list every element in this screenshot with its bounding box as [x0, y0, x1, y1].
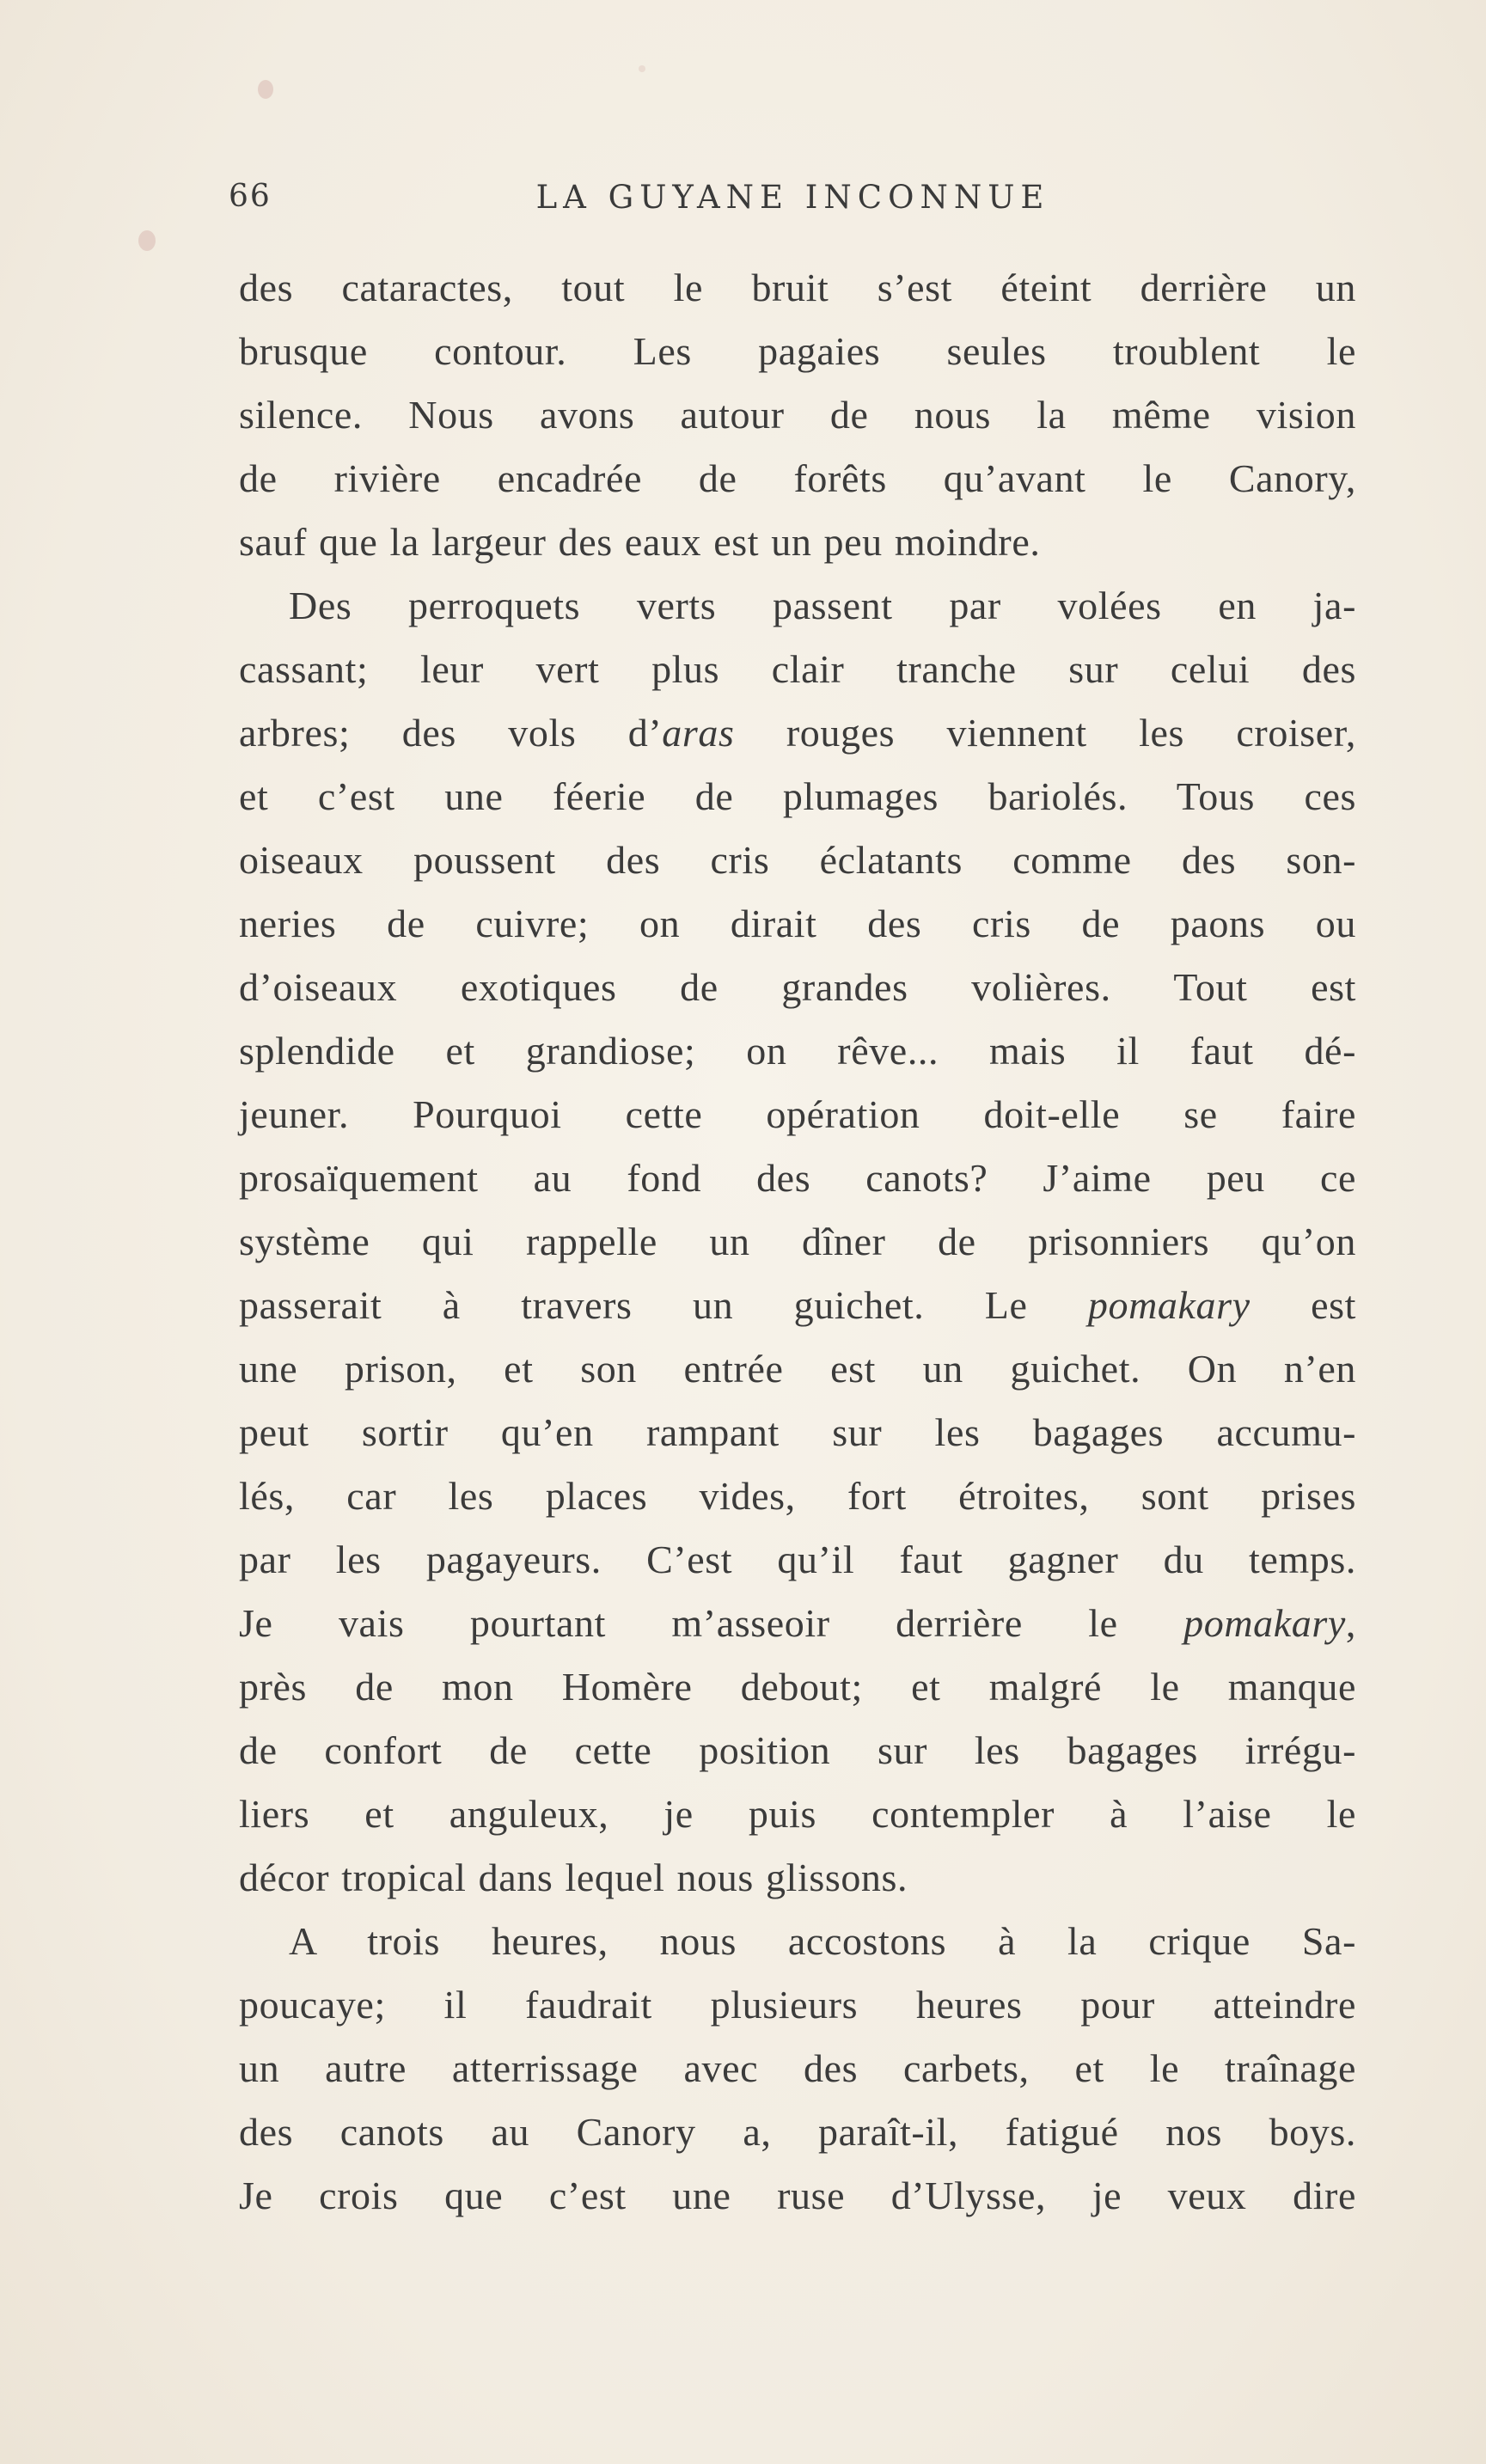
text-line: prosaïquement au fond des canots? J’aime peu ce: [239, 1156, 1356, 1200]
text-line: lés, car les places vides, fort étroites, sont prises: [239, 1474, 1356, 1518]
text-line: Je vais pourtant m’asseoir derrière le pomakary,: [239, 1601, 1356, 1645]
text-line: près de mon Homère debout; et malgré le manque: [239, 1665, 1356, 1709]
text-line: liers et anguleux, je puis contempler à l’aise le: [239, 1792, 1356, 1836]
text-line: par les pagayeurs. C’est qu’il faut gagner du temps.: [239, 1538, 1356, 1581]
text-line: système qui rappelle un dîner de prisonniers qu’on: [239, 1220, 1356, 1263]
body-text: [239, 256, 1356, 2228]
text-line: cassant; leur vert plus clair tranche sur celui des: [239, 647, 1356, 691]
text-line: splendide et grandiose; on rêve... mais il faut dé-: [239, 1029, 1356, 1073]
text-line: des cataractes, tout le bruit s’est éteint derrière un: [239, 266, 1356, 309]
italic-word: aras: [662, 711, 735, 755]
text-line: poucaye; il faudrait plusieurs heures pour atteindre: [239, 1983, 1356, 2027]
foxing-spot: [258, 80, 273, 99]
text-line: peut sortir qu’en rampant sur les bagages accumu-: [239, 1410, 1356, 1454]
text-line: de confort de cette position sur les bagages irrégu-: [239, 1728, 1356, 1772]
running-title: LA GUYANE INCONNUE: [535, 179, 1050, 216]
text-line: sauf que la largeur des eaux est un peu moindre.: [239, 520, 1041, 564]
text-line: décor tropical dans lequel nous glissons.: [239, 1856, 908, 1899]
foxing-spot: [138, 230, 156, 251]
text-line: A trois heures, nous accostons à la crique Sa-: [289, 1919, 1356, 1963]
text-line: arbres; des vols d’aras rouges viennent les croiser,: [239, 711, 1356, 755]
text-line: des canots au Canory a, paraît-il, fatigué nos boys.: [239, 2110, 1356, 2154]
text-line: jeuner. Pourquoi cette opération doit-elle se faire: [239, 1092, 1356, 1136]
page-header: [229, 179, 1357, 230]
text-line: et c’est une féerie de plumages bariolés. Tous ces: [239, 774, 1356, 818]
text-line: Des perroquets verts passent par volées en ja-: [289, 584, 1356, 627]
text-line: passerait à travers un guichet. Le pomakary est: [239, 1283, 1357, 1327]
foxing-spot: [639, 65, 645, 72]
text-line: brusque contour. Les pagaies seules troublent le: [239, 329, 1356, 373]
text-line: de rivière encadrée de forêts qu’avant le Canory,: [239, 456, 1356, 500]
text-line: neries de cuivre; on dirait des cris de paons ou: [239, 902, 1356, 945]
text-line: silence. Nous avons autour de nous la même vision: [239, 393, 1356, 437]
page-number: 66: [229, 179, 272, 214]
italic-word: pomakary: [1087, 1283, 1251, 1327]
text-line: Je crois que c’est une ruse d’Ulysse, je veux dire: [239, 2174, 1356, 2217]
text-line: un autre atterrissage avec des carbets, et le traînage: [239, 2046, 1356, 2090]
text-line: oiseaux poussent des cris éclatants comme des son-: [239, 838, 1356, 882]
text-line: d’oiseaux exotiques de grandes volières. Tout est: [239, 965, 1356, 1009]
italic-word: pomakary: [1183, 1601, 1346, 1645]
text-line: une prison, et son entrée est un guichet. On n’en: [239, 1347, 1356, 1391]
